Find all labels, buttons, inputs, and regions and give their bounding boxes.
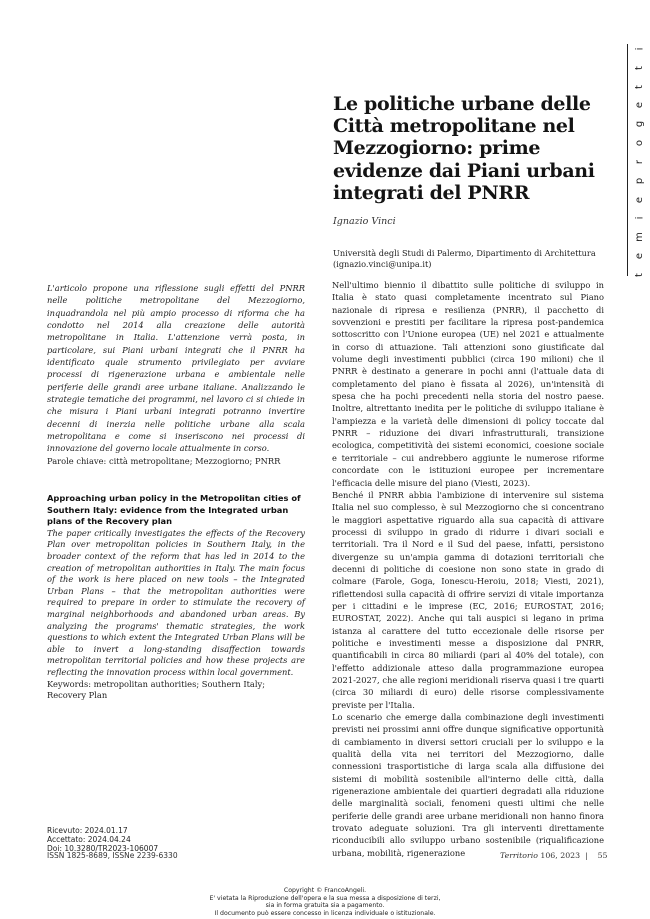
abstract-english bbox=[47, 493, 305, 702]
copyright-line: Copyright © FrancoAngeli. bbox=[283, 887, 367, 894]
page-number: 55 bbox=[597, 851, 608, 860]
affiliation-email: (ignazio.vinci@unipa.it) bbox=[333, 259, 432, 269]
side-tab-letter: e bbox=[634, 196, 645, 203]
copyright-line: sia in forma gratuita sia a pagamento. bbox=[265, 902, 385, 910]
copyright-notice bbox=[0, 887, 650, 917]
footer-separator: | bbox=[582, 851, 596, 860]
journal-issue: 106, 2023 bbox=[540, 851, 581, 860]
affiliation-institution: Università degli Studi di Palermo, Dipartimento di Architettura bbox=[333, 248, 596, 258]
side-tab-letter: e bbox=[634, 102, 645, 109]
side-tab-rule bbox=[627, 44, 628, 276]
doi[interactable]: Doi: 10.3280/TR2023-106007 bbox=[47, 843, 159, 853]
side-tab-letter: t bbox=[633, 272, 645, 277]
side-tab-letter: o bbox=[634, 140, 645, 147]
side-tab-letter: e bbox=[634, 253, 645, 260]
side-tab-letter: g bbox=[633, 121, 645, 128]
copyright-line: E' vietata la Riproduzione dell'opera e la sua messa a disposizione di terzi, bbox=[209, 894, 441, 902]
side-tab-letter: t bbox=[633, 65, 645, 70]
side-tab-letter: r bbox=[634, 159, 645, 165]
keywords-italian: Parole chiave: città metropolitane; Mezzogiorno; PNRR bbox=[47, 455, 281, 466]
abstract-italian-text: L'articolo propone una riflessione sugli effetti del PNRR nelle politiche metropolitane del Mezzogiorno, inquadrandola nel più ampio processo di riforma che ha condotto nel 2014 alla creazione delle autorità metropolitane in Italia. L'attenzione verrà posta, in particolare, sui Piani urbani integrati che il PNRR ha identificato quale strumento privilegiato per avviare processi di rigenerazione urbana e ambientale nelle periferie delle grandi aree urbane italiane. Analizzando le strategie tematiche dei programmi, nel lavoro ci si chiede in che misura i Piani urbani integrati potranno invertire decenni di inerzia nelle politiche urbane alla scala metropolitana e come si inseriscono nei processi di innovazione del governo locale attualmente in corso. bbox=[47, 283, 305, 454]
journal-footer bbox=[500, 851, 608, 860]
keywords-english: Keywords: metropolitan authorities; Southern Italy; Recovery Plan bbox=[47, 678, 266, 701]
article-dates bbox=[47, 827, 158, 853]
received-date: Ricevuto: 2024.01.17 bbox=[47, 826, 128, 835]
side-tab-letter: p bbox=[633, 177, 645, 184]
abstract-italian bbox=[47, 282, 305, 467]
body-paragraph: Benché il PNRR abbia l'ambizione di intervenire sul sistema Italia nel suo complesso, è sul Mezzogiorno che si concentrano le maggiori aspettative riguardo alla sua capacità di attivare processi di sviluppo in grado di ridurre i divari sociali e territoriali. Tra il Nord e il Sud del paese, infatti, persistono divergenze su un'ampia gamma di dotazioni territoriali che decenni di politiche di coesione non sono state in grado di colmare (Farole, Goga, Ionescu-Heroiu, 2018; Viesti, 2021), riflettendosi sulla capacità di offrire servizi di vitale importanza per i cittadini e le imprese (EC, 2016; EUROSTAT, 2016; EUROSTAT, 2022). Anche qui tali auspici si legano in prima istanza al carattere del tutto eccezionale delle risorse per politiche e investimenti messe a disposizione dal PNRR, quantificabili in circa 80 miliardi (pari al 40% del totale), con l'effetto addizionale atteso dalla programmazione europea 2021-2027, che alle regioni meridionali riserva quasi i tre quarti (circa 30 miliardi di euro) delle risorse complessivamente previste per l'Italia. bbox=[332, 489, 604, 710]
accepted-date: Accettato: 2024.04.24 bbox=[47, 834, 131, 844]
article-title: Le politiche urbane delle Città metropolitane nel Mezzogiorno: prime evidenze dai Piani urbani integrati del PNRR bbox=[333, 93, 595, 204]
issn: ISSN 1825-8689, ISSNe 2239-6330 bbox=[47, 851, 178, 860]
side-tab-label bbox=[632, 44, 648, 280]
author-name: Ignazio Vinci bbox=[333, 216, 396, 227]
author-affiliation bbox=[333, 248, 603, 270]
side-tab-letter: m bbox=[634, 232, 645, 243]
side-tab-letter: i bbox=[634, 217, 645, 220]
journal-name: Territorio bbox=[500, 851, 538, 860]
abstract-english-text: The paper critically investigates the effects of the Recovery Plan over metropolitan policies in Southern Italy, in the broader context of the reform that has led in 2014 to the creation of metropolitan authorities in Italy. The main focus of the work is here placed on new tools – the Integrated Urban Plans – that the metropolitan authorities were required to prepare in order to stimulate the recovery of marginal neighborhoods and abandoned urban areas. By analyzing the programs' thematic strategies, the work questions to which extent the Integrated Urban Plans will be able to invert a long-standing disaffection towards metropolitan territorial policies and how these projects are reflecting the innovation process within local government. bbox=[47, 527, 305, 677]
side-tab-letter: t bbox=[633, 84, 645, 89]
copyright-line: Il documento può essere concesso in licenza individuale o istituzionale. bbox=[214, 909, 436, 917]
side-tab-letter: i bbox=[634, 47, 645, 51]
body-paragraph: Nell'ultimo biennio il dibattito sulle politiche di sviluppo in Italia è stato quasi completamente incentrato sul Piano nazionale di ripresa e resilienza (PNRR), il pacchetto di sovvenzioni e prestiti per facilitare la ripresa post-pandemica sottoscritto con l'Unione europea (UE) nel 2021 e attualmente in corso di attuazione. Tali attenzioni sono giustificate dal volume degli investimenti pubblici (circa 190 milioni) che il PNRR è destinato a generare in pochi anni (l'attuale data di completamento del piano è fissata al 2026), un'intensità di spesa che ha pochi precedenti nella storia del nostro paese. Inoltre, altrettanto inedita per le politiche di sviluppo italiane è l'ampiezza e la varietà delle dimensioni di policy toccate dal PNRR – riduzione dei divari infrastrutturali, transizione ecologica, competitività dei sistemi economici, coesione sociale e territoriale – cui andrebbero aggiunte le numerose riforme concordate con le istituzioni europee per incrementare l'efficacia delle misure del piano (Viesti, 2023). bbox=[332, 280, 604, 488]
article-body bbox=[332, 279, 604, 859]
english-title: Approaching urban policy in the Metropolitan cities of Southern Italy: evidence from the Integrated urban plans of the Recovery plan bbox=[47, 493, 301, 527]
body-paragraph: Lo scenario che emerge dalla combinazione degli investimenti previsti nei prossimi anni offre dunque significative opportunità di cambiamento in diversi settori cruciali per lo sviluppo e la qualità della vita nei territori del Mezzogiorno, dalle connessioni trasportistiche di larga scala alla diffusione dei sistemi di mobilità sostenibile all'interno delle città, dalla rigenerazione ambientale dei quartieri degradati alla riduzione delle marginalità sociali, fenomeni questi ultimi che nelle periferie delle grandi aree urbane meridionali non hanno finora trovato adeguate soluzioni. Tra gli interventi direttamente riconducibili allo sviluppo urbano sostenibile (riqualificazione urbana, mobilità, rigenerazione bbox=[332, 712, 604, 858]
